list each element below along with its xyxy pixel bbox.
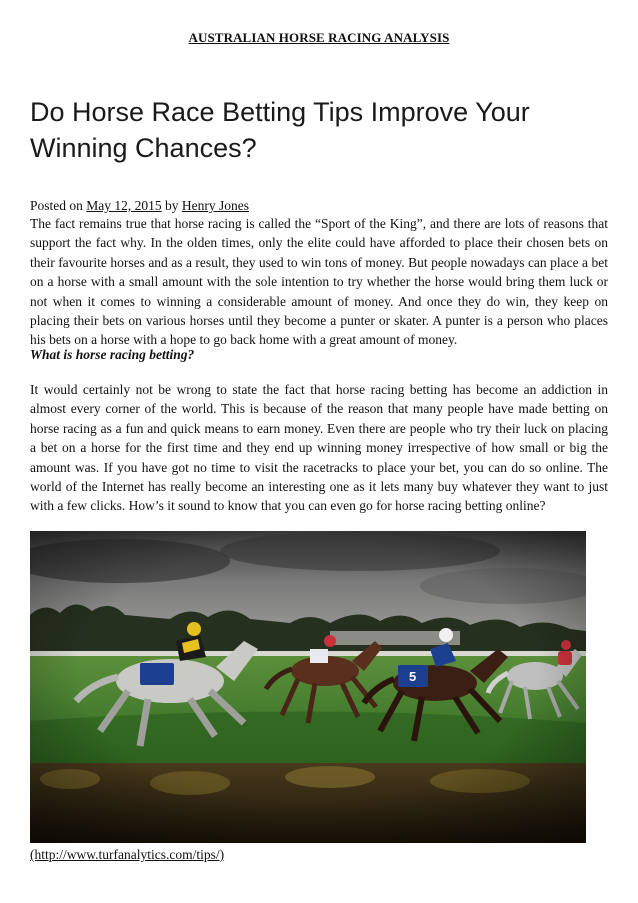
- by-label: by: [165, 198, 179, 213]
- author-link[interactable]: Henry Jones: [181, 198, 250, 213]
- posted-on-label: Posted on: [30, 198, 83, 213]
- site-title[interactable]: AUSTRALIAN HORSE RACING ANALYSIS: [188, 30, 450, 45]
- image-source-link[interactable]: (http://www.turfanalytics.com/tips/): [30, 847, 225, 862]
- article-paragraph-1: The fact remains true that horse racing is called the “Sport of the King”, and there are lots of reasons that support the fact why. In the olden times, only the elite could have afforded to place their chosen bets on their favourite horses and as a result, they used to win tons of money. But people nowadays can place a bet on a horse with a small amount with the sole intention to try whether the horse would bring them luck or not when it comes to winning a considerable amount of money. And once they do win, they keep on placing their bets on various horses until they become a punter or skater. A punter is a person who places his bets on a horse with a hope to go back home with a great amount of money.: [30, 216, 608, 348]
- section-subheading: What is horse racing betting?: [30, 347, 195, 362]
- article-paragraph-2: It would certainly not be wrong to state the fact that horse racing betting has become an addiction in almost every corner of the world. This is because of the reason that many people have made betting on horse racing as a fun and quick means to earn money. Even there are people who try their luck on placing a bet on a horse for the first time and they end up winning money irrespective of how small or big the amount was. If you have got no time to visit the racetracks to place your bet, you can do so online. The world of the Internet has really become an interesting one as it lets many buy whatever they want to just with a few clicks. How’s it sound to know that you can even go for horse racing betting online?: [30, 382, 608, 514]
- vignette: [30, 531, 586, 843]
- post-date-link[interactable]: May 12, 2015: [86, 198, 162, 213]
- article-title: Do Horse Race Betting Tips Improve Your Winning Chances?: [30, 97, 530, 163]
- post-meta: [30, 197, 249, 215]
- horse-racing-photo: [30, 531, 586, 843]
